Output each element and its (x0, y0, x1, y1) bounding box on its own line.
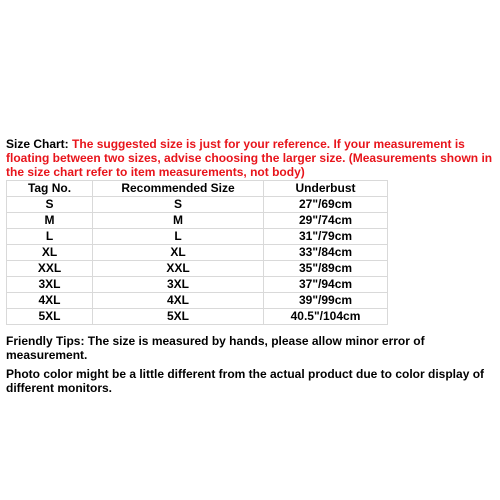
column-header-recommended-size: Recommended Size (93, 181, 264, 197)
cell-recommended-size: M (93, 213, 264, 229)
cell-underbust: 35"/89cm (264, 261, 388, 277)
table-row (7, 293, 388, 309)
table-row (7, 261, 388, 277)
cell-recommended-size: XL (93, 245, 264, 261)
table-row (7, 229, 388, 245)
photo-note-clip (6, 367, 496, 395)
cell-recommended-size: XXL (93, 261, 264, 277)
cell-tag-no: 3XL (7, 277, 93, 293)
table-row (7, 213, 388, 229)
cell-tag-no: S (7, 197, 93, 213)
photo-color-note: Photo color might be a little different from the actual product due to color display of different monitors. (6, 367, 485, 395)
cell-tag-no: 4XL (7, 293, 93, 309)
cell-underbust: 37"/94cm (264, 277, 388, 293)
cell-recommended-size: 4XL (93, 293, 264, 309)
cell-underbust: 33"/84cm (264, 245, 388, 261)
cell-underbust: 39"/99cm (264, 293, 388, 309)
table-header-row (7, 181, 388, 197)
cell-underbust: 29"/74cm (264, 213, 388, 229)
cell-tag-no: L (7, 229, 93, 245)
table-row (7, 245, 388, 261)
cell-recommended-size: 5XL (93, 309, 264, 325)
cell-tag-no: XXL (7, 261, 93, 277)
cell-tag-no: 5XL (7, 309, 93, 325)
size-table (6, 180, 388, 325)
column-header-tag-no: Tag No. (7, 181, 93, 197)
size-chart-section (6, 137, 496, 395)
size-chart-label: Size Chart: (6, 137, 69, 151)
table-row (7, 277, 388, 293)
cell-recommended-size: 3XL (93, 277, 264, 293)
size-chart-intro (6, 137, 496, 179)
friendly-tips: Friendly Tips: The size is measured by hands, please allow minor error of measurement. (6, 334, 425, 362)
cell-underbust: 31"/79cm (264, 229, 388, 245)
size-chart-note: The suggested size is just for your reference. If your measurement is floating between two sizes, advise choosing the larger size. (Measurements shown in the size chart refer to item measurements, not body) (6, 137, 493, 179)
cell-recommended-size: S (93, 197, 264, 213)
column-header-underbust: Underbust (264, 181, 388, 197)
cell-underbust: 27"/69cm (264, 197, 388, 213)
table-row (7, 309, 388, 325)
cell-tag-no: M (7, 213, 93, 229)
cell-recommended-size: L (93, 229, 264, 245)
table-row (7, 197, 388, 213)
cell-underbust: 40.5"/104cm (264, 309, 388, 325)
cell-tag-no: XL (7, 245, 93, 261)
